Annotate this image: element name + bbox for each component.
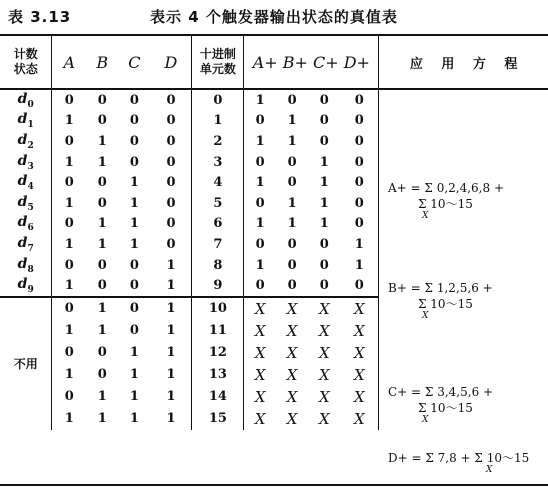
- input-c: 1: [129, 367, 139, 383]
- state-symbol: d: [17, 90, 28, 107]
- state-label: [0, 214, 52, 235]
- decimal-value: 15: [192, 408, 244, 430]
- input-d: 0: [150, 89, 192, 111]
- state-index: 2: [27, 140, 34, 151]
- output-b: X: [286, 343, 298, 362]
- output-c: X: [318, 343, 330, 362]
- output-c: 1: [319, 154, 329, 170]
- table-title: 表示 4 个触发器输出状态的真值表: [150, 8, 398, 26]
- equation-c-line1: C+ = Σ 3,4,5,6 +: [388, 385, 494, 399]
- decimal-value: 12: [192, 342, 244, 364]
- output-c: 0: [319, 278, 329, 294]
- input-c: 1: [129, 175, 139, 191]
- output-c: 0: [319, 133, 329, 149]
- output-a: 1: [255, 216, 265, 232]
- input-c: 1: [129, 411, 139, 427]
- decimal-value: 8: [192, 255, 244, 276]
- input-c: 1: [129, 195, 139, 211]
- state-index: 9: [27, 285, 34, 296]
- state-index: 1: [27, 120, 34, 131]
- equation-b-line2: Σ 10～15: [418, 297, 473, 311]
- equation-d: [388, 450, 529, 475]
- table-number: 表 3.13: [8, 8, 72, 26]
- output-d: X: [340, 320, 378, 342]
- input-d: 1: [150, 255, 192, 276]
- output-d: 0: [340, 193, 378, 214]
- input-b: 0: [97, 345, 107, 361]
- input-b: 0: [97, 278, 107, 294]
- input-a: 1: [64, 367, 74, 383]
- input-b: 1: [97, 154, 107, 170]
- input-d: 0: [150, 172, 192, 193]
- output-b: 0: [287, 236, 297, 252]
- decimal-value: 10: [192, 297, 244, 320]
- input-d: 0: [150, 234, 192, 255]
- state-label: [0, 111, 52, 132]
- output-a: 1: [255, 175, 265, 191]
- input-b: 1: [97, 323, 107, 339]
- input-c: 0: [129, 133, 139, 149]
- input-b: 1: [97, 133, 107, 149]
- state-index: 7: [27, 243, 34, 254]
- state-index: 8: [27, 264, 34, 275]
- decimal-value: 2: [192, 131, 244, 152]
- truth-table-frame: [0, 34, 548, 486]
- input-a: 0: [64, 389, 74, 405]
- equation-c-line2: Σ 10～15: [418, 401, 473, 415]
- input-c: 1: [129, 345, 139, 361]
- output-b: 1: [287, 133, 297, 149]
- output-c: 0: [319, 236, 329, 252]
- output-b: 0: [287, 175, 297, 191]
- input-d: 1: [150, 320, 192, 342]
- output-d: 0: [340, 214, 378, 235]
- decimal-value: 5: [192, 193, 244, 214]
- input-c: 1: [129, 389, 139, 405]
- output-d: 0: [340, 89, 378, 111]
- input-a: 1: [64, 195, 74, 211]
- output-a: X: [254, 321, 266, 340]
- state-index: 5: [27, 202, 34, 213]
- output-d: 0: [340, 152, 378, 173]
- input-b: 1: [97, 411, 107, 427]
- input-c: 1: [129, 236, 139, 252]
- state-label: [0, 172, 52, 193]
- input-d: 0: [150, 193, 192, 214]
- truth-table: [0, 36, 548, 430]
- state-symbol: d: [17, 276, 28, 293]
- output-c: 0: [319, 257, 329, 273]
- output-b: 1: [287, 195, 297, 211]
- state-label: [0, 131, 52, 152]
- input-d: 0: [150, 111, 192, 132]
- input-b: 0: [97, 367, 107, 383]
- equation-b-sub: X: [422, 311, 429, 321]
- output-a: X: [244, 297, 276, 320]
- state-symbol: d: [17, 255, 28, 272]
- input-a: 1: [64, 154, 74, 170]
- unused-label: 不用: [0, 297, 52, 430]
- input-b: 0: [97, 175, 107, 191]
- table-row: [0, 320, 548, 342]
- input-c: 0: [129, 278, 139, 294]
- header-count-state-line1: 计数: [13, 47, 38, 61]
- equation-d-line1: D+ = Σ 7,8 + Σ 10～15: [388, 451, 530, 465]
- input-a: 0: [64, 175, 74, 191]
- input-c: 0: [129, 92, 139, 108]
- equation-b: [388, 280, 493, 321]
- output-d: X: [340, 386, 378, 408]
- state-symbol: d: [17, 132, 28, 149]
- header-row: [0, 36, 548, 89]
- input-b: 0: [97, 195, 107, 211]
- input-a: 0: [64, 92, 74, 108]
- table-row: [0, 364, 548, 386]
- header-input-c: C: [118, 36, 150, 89]
- output-a: X: [254, 343, 266, 362]
- input-a: 0: [64, 257, 74, 273]
- output-b: X: [286, 365, 298, 384]
- state-label: [0, 193, 52, 214]
- equation-c-sub: X: [422, 415, 429, 425]
- output-b: 0: [287, 278, 297, 294]
- state-symbol: d: [17, 152, 28, 169]
- output-a: 1: [255, 133, 265, 149]
- output-b: 0: [287, 154, 297, 170]
- state-symbol: d: [17, 235, 28, 252]
- output-b: 0: [287, 257, 297, 273]
- output-c: X: [318, 321, 330, 340]
- input-b: 0: [97, 92, 107, 108]
- header-outputs: A+ B+ C+ D+: [244, 36, 379, 89]
- input-a: 1: [64, 323, 74, 339]
- decimal-value: 3: [192, 152, 244, 173]
- header-input-b: B: [86, 36, 118, 89]
- decimal-value: 13: [192, 364, 244, 386]
- output-d: 1: [340, 234, 378, 255]
- input-c: 0: [118, 297, 150, 320]
- decimal-value: 6: [192, 214, 244, 235]
- output-a: 1: [255, 257, 265, 273]
- decimal-value: 0: [192, 89, 244, 111]
- output-c: 0: [319, 92, 329, 108]
- input-c: 1: [129, 216, 139, 232]
- output-d: 0: [340, 172, 378, 193]
- decimal-value: 4: [192, 172, 244, 193]
- output-a: X: [254, 409, 266, 428]
- output-b: 1: [287, 216, 297, 232]
- input-d: 0: [150, 131, 192, 152]
- input-d: 0: [150, 214, 192, 235]
- input-d: 1: [150, 275, 192, 297]
- output-b: X: [276, 297, 308, 320]
- table-caption: [0, 4, 548, 30]
- state-index: 0: [27, 99, 34, 110]
- output-b: X: [286, 387, 298, 406]
- input-c: 0: [129, 257, 139, 273]
- equation-a-line1: A+ = Σ 0,2,4,6,8 +: [388, 181, 505, 195]
- decimal-value: 9: [192, 275, 244, 297]
- input-b: 1: [97, 236, 107, 252]
- state-symbol: d: [17, 214, 28, 231]
- header-decimal: [192, 36, 244, 89]
- output-a: 0: [255, 113, 265, 129]
- output-a: 0: [255, 278, 265, 294]
- state-index: 4: [27, 182, 34, 193]
- state-label: [0, 275, 52, 297]
- input-a: 1: [64, 278, 74, 294]
- table-row: [0, 89, 548, 111]
- input-d: 0: [150, 152, 192, 173]
- state-symbol: d: [17, 193, 28, 210]
- decimal-value: 14: [192, 386, 244, 408]
- state-label: [0, 89, 52, 111]
- input-a: 1: [64, 113, 74, 129]
- output-d: 1: [340, 255, 378, 276]
- header-input-d: D: [150, 36, 192, 89]
- state-symbol: d: [17, 111, 28, 128]
- equation-d-sub: X: [486, 465, 493, 475]
- state-label: [0, 152, 52, 173]
- header-equations: 应 用 方 程: [379, 36, 548, 89]
- state-label: [0, 255, 52, 276]
- equation-b-line1: B+ = Σ 1,2,5,6 +: [388, 281, 493, 295]
- output-a: 1: [255, 92, 265, 108]
- input-c: 0: [129, 154, 139, 170]
- output-c: X: [318, 409, 330, 428]
- header-count-state-line2: 状态: [13, 62, 38, 76]
- output-c: 0: [319, 113, 329, 129]
- input-d: 1: [150, 386, 192, 408]
- output-d: X: [340, 408, 378, 430]
- input-a: 0: [52, 297, 86, 320]
- state-index: 6: [27, 223, 34, 234]
- decimal-value: 7: [192, 234, 244, 255]
- output-d: 0: [340, 111, 378, 132]
- input-c: 0: [129, 323, 139, 339]
- equation-c: [388, 384, 493, 425]
- output-a: X: [254, 365, 266, 384]
- output-c: X: [308, 297, 340, 320]
- state-index: 3: [27, 161, 34, 172]
- output-d: X: [340, 364, 378, 386]
- header-count-state: [0, 36, 52, 89]
- input-d: 1: [150, 408, 192, 430]
- output-d: X: [340, 342, 378, 364]
- equation-a-sub: X: [422, 211, 429, 221]
- output-b: 1: [287, 113, 297, 129]
- output-d: 0: [340, 131, 378, 152]
- state-symbol: d: [17, 173, 28, 190]
- input-d: 1: [150, 297, 192, 320]
- decimal-value: 1: [192, 111, 244, 132]
- output-c: 1: [319, 216, 329, 232]
- output-c: 1: [319, 175, 329, 191]
- output-c: X: [318, 365, 330, 384]
- table-row: [0, 342, 548, 364]
- input-a: 1: [64, 411, 74, 427]
- decimal-value: 11: [192, 320, 244, 342]
- input-a: 0: [64, 133, 74, 149]
- input-a: 0: [64, 345, 74, 361]
- output-c: X: [318, 387, 330, 406]
- input-b: 1: [97, 216, 107, 232]
- output-a: 0: [255, 236, 265, 252]
- input-c: 0: [129, 113, 139, 129]
- input-a: 1: [64, 236, 74, 252]
- header-decimal-line2: 单元数: [199, 62, 236, 76]
- input-b: 1: [97, 389, 107, 405]
- output-d: 0: [340, 275, 378, 297]
- input-b: 0: [97, 113, 107, 129]
- output-b: X: [286, 321, 298, 340]
- output-c: 1: [319, 195, 329, 211]
- equation-a-line2: Σ 10～15: [418, 197, 473, 211]
- output-a: 0: [255, 195, 265, 211]
- input-b: 1: [86, 297, 118, 320]
- output-b: 0: [287, 92, 297, 108]
- equation-a: [388, 180, 504, 221]
- state-label: [0, 234, 52, 255]
- input-d: 1: [150, 364, 192, 386]
- input-d: 1: [150, 342, 192, 364]
- input-b: 0: [97, 257, 107, 273]
- header-input-a: A: [52, 36, 86, 89]
- output-d: X: [340, 297, 378, 320]
- input-a: 0: [64, 216, 74, 232]
- header-decimal-line1: 十进制: [199, 47, 236, 61]
- output-b: X: [286, 409, 298, 428]
- output-a: X: [254, 387, 266, 406]
- output-a: 0: [255, 154, 265, 170]
